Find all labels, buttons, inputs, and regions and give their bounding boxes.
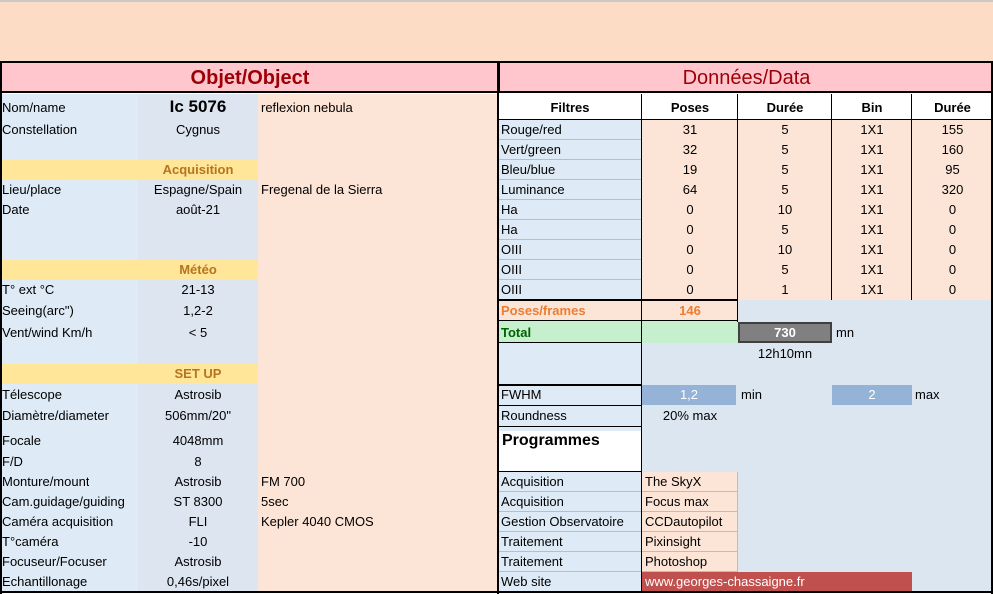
filter-row-total-duration: 95 bbox=[945, 162, 960, 177]
filter-row-total-duration: 155 bbox=[941, 122, 964, 137]
filter-row-bin: 1X1 bbox=[860, 182, 884, 197]
filter-row-total-duration: 0 bbox=[948, 262, 957, 277]
camera-value: FLI bbox=[188, 514, 208, 529]
programs-values-right-line bbox=[737, 472, 738, 572]
filter-row-filter-name: Ha bbox=[501, 222, 518, 237]
top-banner bbox=[0, 0, 993, 61]
object-name-value: Ic 5076 bbox=[169, 97, 227, 116]
filter-row-poses: 0 bbox=[686, 262, 694, 277]
fd-value: 8 bbox=[194, 454, 202, 469]
filter-row-duration: 10 bbox=[777, 202, 793, 217]
col-line-4 bbox=[911, 94, 912, 300]
place-note: Fregenal de la Sierra bbox=[261, 182, 383, 197]
fwhm-max-value: 2 bbox=[868, 387, 876, 402]
seeing-label: Seeing(arc") bbox=[2, 303, 74, 318]
meteo-section-title: Météo bbox=[179, 262, 217, 277]
filter-row-poses: 0 bbox=[686, 242, 694, 257]
filter-row-filter-name: OIII bbox=[501, 242, 522, 257]
filter-row-poses: 64 bbox=[682, 182, 698, 197]
fwhm-max-label: max bbox=[915, 387, 940, 402]
place-label: Lieu/place bbox=[2, 182, 62, 197]
guiding-note: 5sec bbox=[261, 494, 289, 509]
col-line-2 bbox=[737, 94, 738, 322]
col-header-filters: Filtres bbox=[550, 100, 590, 115]
total-label: Total bbox=[501, 325, 532, 340]
total-row-bg bbox=[498, 321, 738, 343]
fd-label: F/D bbox=[2, 454, 23, 469]
name-label: Nom/name bbox=[2, 100, 66, 115]
place-value: Espagne/Spain bbox=[153, 182, 243, 197]
filter-row-poses: 0 bbox=[686, 222, 694, 237]
constellation-label: Constellation bbox=[2, 122, 78, 137]
col-header-bin: Bin bbox=[861, 100, 883, 115]
program-value: Photoshop bbox=[645, 554, 708, 569]
program-label: Web site bbox=[501, 574, 552, 589]
filter-row-poses: 32 bbox=[682, 142, 698, 157]
filter-row-filter-name: Luminance bbox=[501, 182, 565, 197]
camera-note: Kepler 4040 CMOS bbox=[261, 514, 374, 529]
focuser-label: Focuseur/Focuser bbox=[2, 554, 107, 569]
fwhm-min-value: 1,2 bbox=[679, 387, 699, 402]
poses-line-bottom bbox=[498, 320, 738, 321]
programs-title: Programmes bbox=[502, 432, 600, 449]
roundness-value: 20% max bbox=[662, 408, 718, 423]
setup-section-title: SET UP bbox=[174, 366, 222, 381]
filter-row-duration: 5 bbox=[781, 222, 789, 237]
filter-row-filter-name: Bleu/blue bbox=[501, 162, 556, 177]
program-label: Gestion Observatoire bbox=[501, 514, 624, 529]
col-line-1 bbox=[641, 94, 642, 592]
filter-row-bin: 1X1 bbox=[860, 202, 884, 217]
total-line-bottom bbox=[498, 342, 642, 343]
data-header: Données/Data bbox=[498, 61, 993, 93]
poses-frames-total: 146 bbox=[679, 303, 701, 318]
wind-label: Vent/wind Km/h bbox=[2, 325, 93, 340]
filter-row-total-duration: 320 bbox=[941, 182, 964, 197]
filter-row-bin: 1X1 bbox=[860, 122, 884, 137]
col-header-total-duration: Durée bbox=[934, 100, 971, 115]
diameter-label: Diamètre/diameter bbox=[2, 408, 109, 423]
filter-row-bin: 1X1 bbox=[860, 222, 884, 237]
filter-row-total-duration: 160 bbox=[941, 142, 964, 157]
object-type-note: reflexion nebula bbox=[261, 100, 353, 115]
program-label: Traitement bbox=[501, 554, 563, 569]
filter-row-duration: 5 bbox=[781, 182, 789, 197]
filter-row-poses: 31 bbox=[682, 122, 698, 137]
camtemp-value: -10 bbox=[188, 534, 208, 549]
total-value: 730 bbox=[774, 325, 796, 340]
filter-row-poses: 19 bbox=[682, 162, 698, 177]
program-value: Pixinsight bbox=[645, 534, 701, 549]
left-border bbox=[0, 61, 2, 594]
wind-value: < 5 bbox=[188, 325, 208, 340]
date-value: août-21 bbox=[175, 202, 221, 217]
filter-row-bin: 1X1 bbox=[860, 242, 884, 257]
temp-label: T° ext °C bbox=[2, 282, 55, 297]
filter-row-duration: 5 bbox=[781, 142, 789, 157]
filter-row-total-duration: 0 bbox=[948, 222, 957, 237]
filter-row-total-duration: 0 bbox=[948, 202, 957, 217]
col-line-3 bbox=[831, 94, 832, 300]
filter-row-filter-name: Vert/green bbox=[501, 142, 561, 157]
focal-value: 4048mm bbox=[172, 433, 224, 448]
filter-row-bin: 1X1 bbox=[860, 282, 884, 297]
sampling-label: Echantillonage bbox=[2, 574, 88, 589]
col-header-poses: Poses bbox=[670, 100, 710, 115]
acquisition-section-title: Acquisition bbox=[162, 162, 234, 177]
filter-row-bin: 1X1 bbox=[860, 162, 884, 177]
roundness-bottom-line bbox=[498, 426, 642, 427]
header-under-line bbox=[498, 119, 993, 120]
filter-row-filter-name: OIII bbox=[501, 282, 522, 297]
program-value: The SkyX bbox=[645, 474, 702, 489]
focal-label: Focale bbox=[2, 433, 42, 448]
object-header: Objet/Object bbox=[0, 61, 498, 93]
program-label: Traitement bbox=[501, 534, 563, 549]
mid-border bbox=[497, 61, 499, 594]
mount-note: FM 700 bbox=[261, 474, 306, 489]
fwhm-label: FWHM bbox=[501, 387, 542, 402]
filter-row-filter-name: Rouge/red bbox=[501, 122, 562, 137]
program-value: Focus max bbox=[645, 494, 709, 509]
website-link[interactable]: www.georges-chassaigne.fr bbox=[645, 574, 805, 589]
fwhm-min-label: min bbox=[741, 387, 762, 402]
diameter-value: 506mm/20" bbox=[164, 408, 232, 423]
filter-row-poses: 0 bbox=[686, 202, 694, 217]
filter-row-duration: 5 bbox=[781, 162, 789, 177]
fwhm-bottom-line bbox=[498, 405, 642, 406]
filter-row-duration: 1 bbox=[781, 282, 789, 297]
filter-row-total-duration: 0 bbox=[948, 282, 957, 297]
filter-row-bin: 1X1 bbox=[860, 262, 884, 277]
roundness-label: Roundness bbox=[501, 408, 567, 423]
poses-line bbox=[498, 299, 738, 301]
mount-value: Astrosib bbox=[174, 474, 222, 489]
filter-row-filter-name: Ha bbox=[501, 202, 518, 217]
filter-row-duration: 5 bbox=[781, 122, 789, 137]
program-label: Acquisition bbox=[501, 474, 564, 489]
telescope-value: Astrosib bbox=[174, 387, 222, 402]
focuser-value: Astrosib bbox=[174, 554, 222, 569]
temp-value: 21-13 bbox=[181, 282, 215, 297]
filter-row-total-duration: 0 bbox=[948, 242, 957, 257]
col-header-duration: Durée bbox=[766, 100, 804, 115]
camera-label: Caméra acquisition bbox=[2, 514, 114, 529]
filter-row-bin: 1X1 bbox=[860, 142, 884, 157]
program-value: CCDautopilot bbox=[645, 514, 723, 529]
filter-row-filter-name: OIII bbox=[501, 262, 522, 277]
total-hours: 12h10mn bbox=[757, 346, 813, 361]
fwhm-top-line bbox=[498, 384, 642, 386]
programs-top-line bbox=[498, 471, 642, 472]
sampling-value: 0,46s/pixel bbox=[166, 574, 230, 589]
constellation-value: Cygnus bbox=[175, 122, 221, 137]
telescope-label: Télescope bbox=[2, 387, 62, 402]
mount-label: Monture/mount bbox=[2, 474, 90, 489]
filter-row-duration: 10 bbox=[777, 242, 793, 257]
filter-row-poses: 0 bbox=[686, 282, 694, 297]
program-label: Acquisition bbox=[501, 494, 564, 509]
seeing-value: 1,2-2 bbox=[183, 303, 213, 318]
guiding-value: ST 8300 bbox=[173, 494, 223, 509]
poses-frames-label: Poses/frames bbox=[501, 303, 586, 318]
guiding-label: Cam.guidage/guiding bbox=[2, 494, 125, 509]
date-label: Date bbox=[2, 202, 30, 217]
bottom-border bbox=[0, 591, 993, 593]
total-unit: mn bbox=[836, 325, 855, 340]
filter-row-duration: 5 bbox=[781, 262, 789, 277]
camtemp-label: T°caméra bbox=[2, 534, 59, 549]
